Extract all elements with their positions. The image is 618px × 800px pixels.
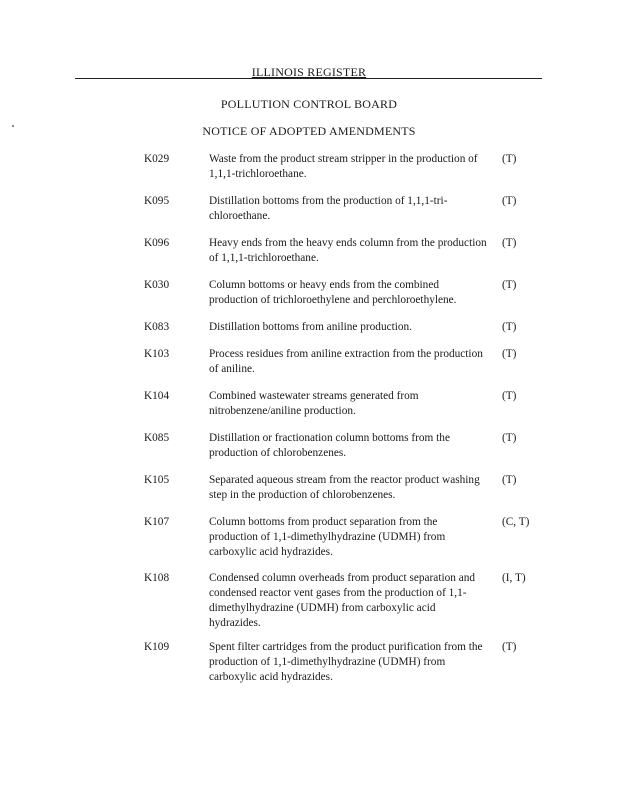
waste-description: Separated aqueous stream from the reactor product washing step in the production of chlorobenzenes.	[209, 474, 480, 501]
hazard-code: (T)	[502, 237, 517, 249]
waste-code: K030	[144, 279, 170, 291]
notice-title: NOTICE OF ADOPTED AMENDMENTS	[202, 124, 416, 138]
hazard-code: (T)	[502, 641, 517, 653]
list-item	[0, 320, 618, 347]
hazard-code: (T)	[502, 279, 517, 291]
waste-description: Column bottoms or heavy ends from the combined production of trichloroethylene and perchloroethylene.	[209, 279, 457, 306]
list-item	[0, 640, 618, 696]
list-item	[0, 347, 618, 389]
hazard-code: (T)	[502, 474, 517, 486]
hazard-code: (T)	[502, 195, 517, 207]
list-item	[0, 389, 618, 431]
waste-code: K107	[144, 516, 170, 528]
waste-code: K029	[144, 153, 170, 165]
waste-code: K104	[144, 390, 170, 402]
waste-description: Condensed column overheads from product separation and condensed reactor vent gases from the production of 1,1-dimethylhydrazine (UDMH) from carboxylic acid hydrazides.	[209, 572, 476, 629]
list-item	[0, 515, 618, 571]
list-item	[0, 571, 618, 640]
list-item	[0, 194, 618, 236]
waste-code: K105	[144, 474, 170, 486]
waste-description: Distillation bottoms from aniline production.	[209, 321, 413, 333]
hazard-code: (T)	[502, 153, 517, 165]
hazard-code: (C, T)	[502, 516, 530, 528]
register-title: ILLINOIS REGISTER	[251, 65, 367, 79]
waste-description: Distillation or fractionation column bottoms from the production of chlorobenzenes.	[209, 432, 450, 459]
waste-code: K096	[144, 237, 170, 249]
waste-code: K109	[144, 641, 170, 653]
waste-code: K095	[144, 195, 170, 207]
list-item	[0, 278, 618, 320]
list-item	[0, 152, 618, 194]
board-title: POLLUTION CONTROL BOARD	[220, 97, 398, 111]
waste-description: Waste from the product stream stripper in the production of 1,1,1-trichloroethane.	[209, 153, 478, 180]
waste-description: Distillation bottoms from the production of 1,1,1-tri-chloroethane.	[209, 195, 448, 222]
waste-description: Combined wastewater streams generated from nitrobenzene/aniline production.	[209, 390, 419, 417]
waste-description: Spent filter cartridges from the product purification from the production of 1,1-dimethylhydrazine (UDMH) from carboxylic acid hydrazides.	[209, 641, 483, 683]
waste-code: K108	[144, 572, 170, 584]
hazard-code: (T)	[502, 348, 517, 360]
waste-code: K103	[144, 348, 170, 360]
waste-description: Heavy ends from the heavy ends column from the production of 1,1,1-trichloroethane.	[209, 237, 487, 264]
list-item	[0, 473, 618, 515]
list-item	[0, 236, 618, 278]
waste-code-list	[0, 152, 618, 696]
list-item	[0, 431, 618, 473]
waste-description: Column bottoms from product separation from the production of 1,1-dimethylhydrazine (UDMH) from carboxylic acid hydrazides.	[209, 516, 446, 558]
hazard-code: (T)	[502, 432, 517, 444]
waste-code: K083	[144, 321, 170, 333]
hazard-code: (T)	[502, 321, 517, 333]
hazard-code: (I, T)	[502, 572, 526, 584]
header-rule	[75, 78, 542, 79]
hazard-code: (T)	[502, 390, 517, 402]
waste-description: Process residues from aniline extraction from the production of aniline.	[209, 348, 483, 375]
waste-code: K085	[144, 432, 170, 444]
